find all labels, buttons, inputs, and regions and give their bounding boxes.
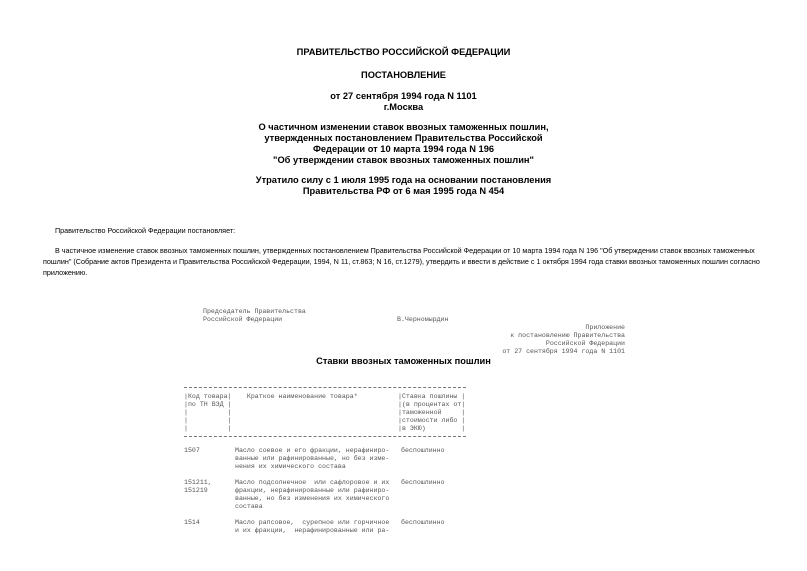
signatory-position: Председатель Правительства Российской Федерации <box>203 308 306 323</box>
row-rate: беспошлинно <box>401 479 445 486</box>
header-doc-type <box>0 70 807 81</box>
header-code-column: |Код товара| |по ТН ВЭД | | | | | | | <box>184 393 232 432</box>
status-line: Утратило силу с 1 июля 1995 года на основании постановления <box>255 175 552 185</box>
document-status <box>0 175 807 197</box>
title-line: "Об утверждении ставок ввозных таможенных пошлин" <box>273 155 534 165</box>
date-number: от 27 сентября 1994 года N 1101 <box>330 91 477 101</box>
row-code: 1514 <box>184 519 200 526</box>
row-code: 151211, 151219 <box>184 479 212 494</box>
title-line: Федерации от 10 марта 1994 года N 196 <box>312 144 495 154</box>
header-date-city <box>0 91 807 113</box>
title-line: утвержденных постановлением Правительства Российской <box>264 133 543 143</box>
row-rate: беспошлинно <box>401 447 445 454</box>
title-line: О частичном изменении ставок ввозных таможенных пошлин, <box>258 122 549 132</box>
city: г.Москва <box>383 102 424 112</box>
header-government <box>0 47 807 58</box>
status-line: Правительства РФ от 6 мая 1995 года N 454 <box>302 186 505 196</box>
table-header-rule <box>184 436 466 437</box>
row-code: 1507 <box>184 447 200 454</box>
header-rate-column: |Ставка пошлины | |(в процентах от| |таможенной | |стоимости либо | |в ЭКЮ) | <box>398 393 466 432</box>
government-name: ПРАВИТЕЛЬСТВО РОССИЙСКОЙ ФЕДЕРАЦИИ <box>296 47 511 57</box>
row-name: Масло подсолнечное или сафлоровое и их фракции, нерафинированные или рафиниро- ванные, но без изменения их химического состава <box>235 479 390 510</box>
document-title <box>0 122 807 166</box>
appendix-note: Приложение к постановлению Правительства Российской Федерации от 27 сентября 1994 года N 1101 <box>502 324 625 355</box>
table-top-rule <box>184 387 466 388</box>
intro-paragraph: Правительство Российской Федерации постановляет: <box>55 226 236 235</box>
table-title: Ставки ввозных таможенных пошлин <box>316 356 491 366</box>
row-name: Масло соевое и его фракции, нерафиниро- ванные или рафинированные, но без изме- нения их химического состава <box>235 447 390 470</box>
row-name: Масло рапсовое, сурепное или горчичное и их фракции, нерафинированные или ра- <box>235 519 390 534</box>
main-paragraph: В частичное изменение ставок ввозных таможенных пошлин, утвержденных постановлением Правительства Российской Федерации от 10 марта 1994 года N 196 "Об утверждении ставок ввозных таможенных пошлин" (Собрание актов Президента и Правительства Российской Федерации, 1994, N 11, ст.863; N 16, ст.1279), утвердить и ввести в действие с 1 октября 1994 года ставки ввозных таможенных пошлин согласно приложению. <box>43 246 760 277</box>
doc-type: ПОСТАНОВЛЕНИЕ <box>361 70 446 80</box>
signatory-name: В.Черномырдин <box>397 316 449 323</box>
row-rate: беспошлинно <box>401 519 445 526</box>
header-name-column: Краткое наименование товара* <box>235 393 358 400</box>
